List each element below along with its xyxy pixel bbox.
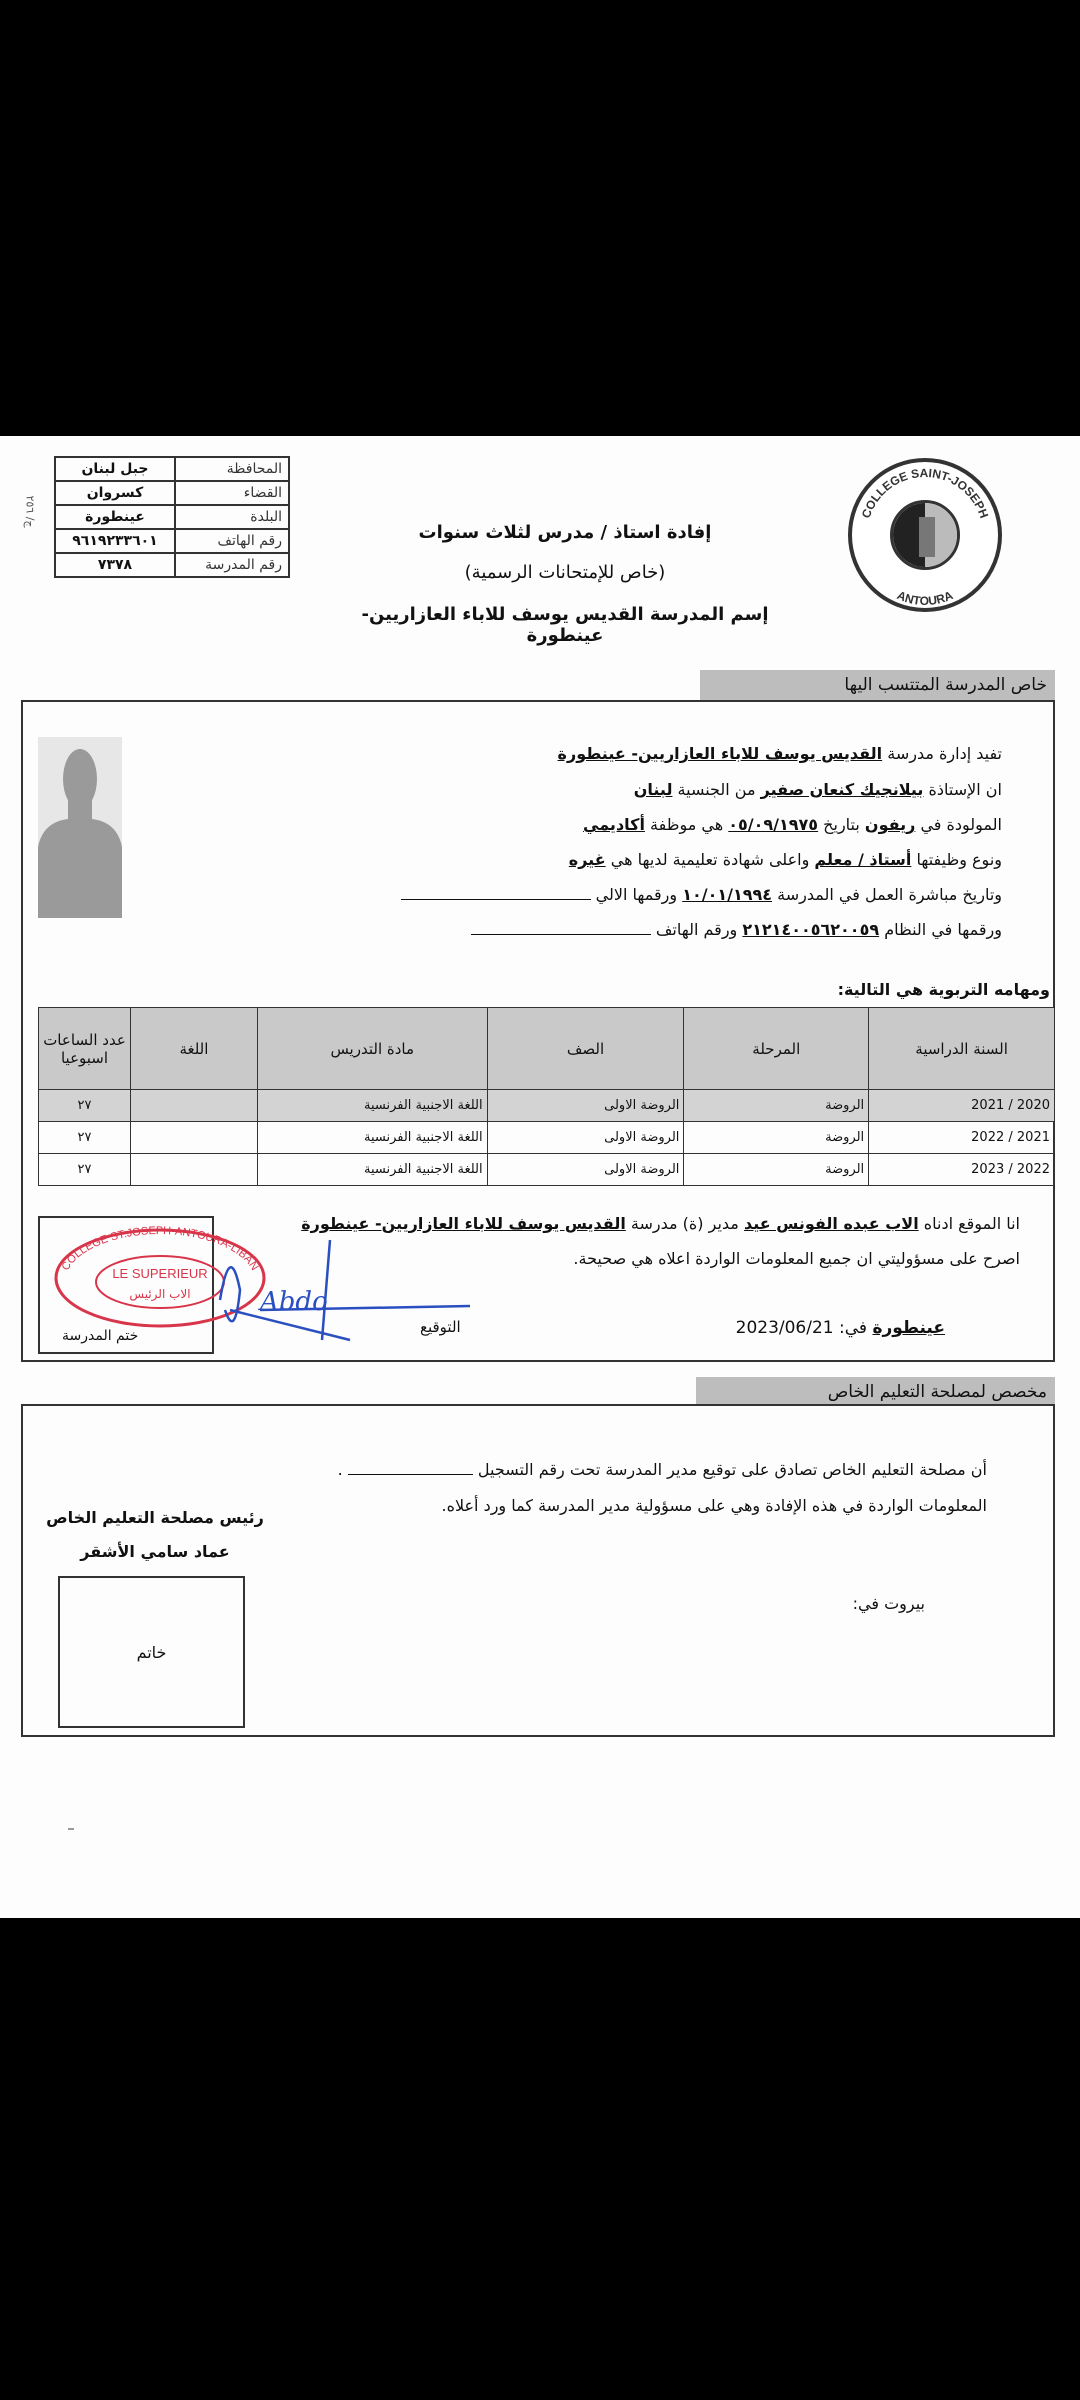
value: جبل لبنان — [55, 457, 175, 481]
cell: الروضة الاولى — [487, 1090, 684, 1122]
para-line-6: ورقمها في النظام ٢١٢١٤٠٠٥٦٢٠٠٥٩ ورقم الهاتف — [471, 920, 1002, 939]
svg-text:Abdo: Abdo — [260, 1287, 328, 1317]
col-header: عدد الساعات اسبوعيا — [39, 1008, 131, 1090]
declaration-line-1: انا الموقع ادناه الاب عبده الفونس عيد مدير (ة) مدرسة القديس يوسف للاباء العازاريين- عينطورة — [301, 1214, 1020, 1233]
col-header: المرحلة — [684, 1008, 869, 1090]
label: رقم المدرسة — [175, 553, 289, 577]
cell: الروضة الاولى — [487, 1122, 684, 1154]
head-name: عماد سامي الأشقر — [80, 1542, 230, 1561]
para-line-3: المولودة في ريفون بتاريخ ٠٥/٠٩/١٩٧٥ هي موظفة أكاديمي — [583, 815, 1002, 834]
table-row — [39, 1154, 1055, 1186]
cell: الروضة — [684, 1090, 869, 1122]
table-row — [39, 1090, 1055, 1122]
section2-heading: مخصص لمصلحة التعليم الخاص — [696, 1377, 1055, 1405]
svg-text:COLLEGE SAINT-JOSEPH: COLLEGE SAINT-JOSEPH — [858, 465, 992, 521]
cell: ٢٧ — [39, 1122, 131, 1154]
cell — [131, 1090, 258, 1122]
school-info-table — [54, 456, 290, 578]
doc-subtitle: (خاص للإمتحانات الرسمية) — [464, 562, 666, 583]
para-line-1: تفيد إدارة مدرسة القديس يوسف للاباء العازاريين- عينطورة — [557, 744, 1002, 763]
school-name: إسم المدرسة القديس يوسف للاباء العازاريين- عينطورة — [361, 604, 769, 646]
seal-box — [58, 1576, 245, 1728]
cell: الروضة — [684, 1122, 869, 1154]
label: البلدة — [175, 505, 289, 529]
cell: اللغة الاجنبية الفرنسية — [257, 1122, 487, 1154]
cell: الروضة الاولى — [487, 1154, 684, 1186]
tasks-heading: ومهامه التربوية هي التالية: — [837, 980, 1050, 999]
doc-title: إفادة استاذ / مدرس لثلاث سنوات — [418, 522, 712, 543]
svg-text:ANTOURA: ANTOURA — [894, 588, 956, 608]
label: رقم الهاتف — [175, 529, 289, 553]
cell: ٢٧ — [39, 1154, 131, 1186]
cell: 2020 / 2021 — [869, 1090, 1055, 1122]
col-header: مادة التدريس — [257, 1008, 487, 1090]
para-line-5: وتاريخ مباشرة العمل في المدرسة ١٠/٠١/١٩٩٤ ورقمها الالي — [401, 885, 1002, 904]
scan-mark — [68, 1828, 74, 1830]
value: عينطورة — [55, 505, 175, 529]
stamp-label: ختم المدرسة — [62, 1328, 139, 1344]
cell: 2021 / 2022 — [869, 1122, 1055, 1154]
label: المحافظة — [175, 457, 289, 481]
person-photo-placeholder — [38, 737, 122, 918]
side-reference: ج/ ٢٥٦ — [23, 495, 37, 528]
declaration-line-2: اصرح على مسؤوليتي ان جميع المعلومات الواردة اعلاه هي صحيحة. — [573, 1249, 1020, 1268]
cell — [131, 1154, 258, 1186]
cell: ٢٧ — [39, 1090, 131, 1122]
seal-label: خاتم — [136, 1642, 167, 1662]
label: القضاء — [175, 481, 289, 505]
section2-line-1: أن مصلحة التعليم الخاص تصادق على توقيع مدير المدرسة تحت رقم التسجيل . — [337, 1460, 987, 1479]
svg-text:COLLEGE ST.JOSEPH-ANTOURA-LIBA: COLLEGE ST.JOSEPH-ANTOURA-LIBAN — [59, 1224, 261, 1273]
director-signature — [200, 1230, 480, 1350]
col-header: الصف — [487, 1008, 684, 1090]
signature-label: التوقيع — [420, 1318, 461, 1336]
date-line: عينطورة في: 2023/06/21 — [735, 1318, 945, 1338]
table-row — [39, 1122, 1055, 1154]
school-logo — [848, 458, 1002, 612]
value: ٩٦١٩٢٣٣٦٠١ — [55, 529, 175, 553]
cell: اللغة الاجنبية الفرنسية — [257, 1154, 487, 1186]
table-header-row — [39, 1008, 1055, 1090]
cell: اللغة الاجنبية الفرنسية — [257, 1090, 487, 1122]
cell: الروضة — [684, 1154, 869, 1186]
value: كسروان — [55, 481, 175, 505]
place-label: بيروت في: — [852, 1594, 925, 1613]
para-line-4: ونوع وظيفتها أستاذ / معلم واعلى شهادة تعليمية لديها هي غيره — [568, 850, 1002, 869]
para-line-2: ان الإستاذة بيلانجيك كنعان صفير من الجنسية لبنان — [633, 780, 1002, 799]
col-header: السنة الدراسية — [869, 1008, 1055, 1090]
cell — [131, 1122, 258, 1154]
value: ٧٣٧٨ — [55, 553, 175, 577]
section2-line-2: المعلومات الواردة في هذه الإفادة وهي على مسؤولية مدير المدرسة كما ورد أعلاه. — [441, 1496, 987, 1515]
svg-text:LE SUPERIEUR: LE SUPERIEUR — [112, 1266, 208, 1281]
col-header: اللغة — [131, 1008, 258, 1090]
svg-text:الاب الرئيس: الاب الرئيس — [129, 1287, 191, 1301]
tasks-table — [38, 1007, 1055, 1186]
cell: 2022 / 2023 — [869, 1154, 1055, 1186]
head-title: رئيس مصلحة التعليم الخاص — [46, 1508, 264, 1527]
section1-heading: خاص المدرسة المتتسب اليها — [700, 670, 1055, 700]
